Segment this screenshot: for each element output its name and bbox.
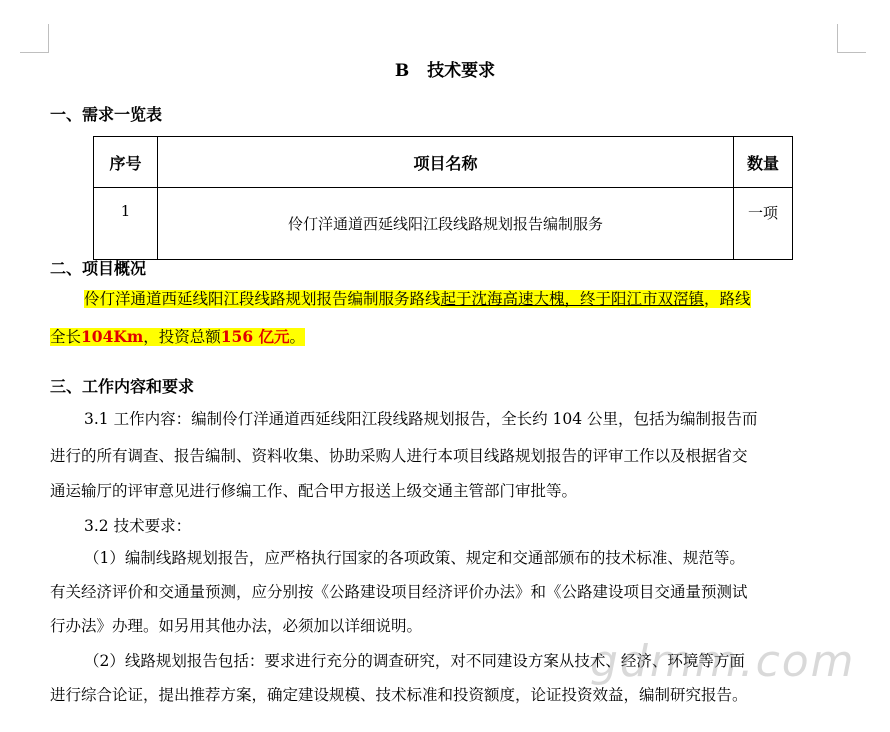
page-corner-mark-top-left (20, 24, 49, 53)
body-line-3: 通运输厅的评审意见进行修编工作、配合甲方报送上级交通主管部门审批等。 (50, 482, 578, 500)
header-index: 序号 (94, 137, 158, 188)
overview-text-1: 伶仃洋通道西延线阳江段线路规划报告编制服务路线 (84, 290, 441, 308)
section-heading-3: 三、工作内容和要求 (50, 377, 195, 396)
watermark: gdmm.com (590, 636, 856, 687)
cell-quantity: 一项 (734, 188, 793, 260)
overview-text-2: 全长 (50, 328, 82, 346)
header-name: 项目名称 (158, 137, 734, 188)
section-heading-1: 一、需求一览表 (50, 105, 163, 124)
cell-name: 伶仃洋通道西延线阳江段线路规划报告编制服务 (158, 188, 734, 260)
body-line-1: 3.1 工作内容：编制伶仃洋通道西延线阳江段线路规划报告，全长约 104 公里，包括为编制报告而 (84, 410, 758, 428)
body-line-7: 行办法》办理。如另用其他办法，必须加以详细说明。 (50, 617, 423, 635)
body-line-6: 有关经济评价和交通量预测，应分别按《公路建设项目经济评价办法》和《公路建设项目交通量预测试 (50, 583, 748, 601)
body-line-9: 进行综合论证，提出推荐方案，确定建设规模、技术标准和投资额度，论证投资效益，编制研究报告。 (50, 686, 748, 704)
overview-text-tail: ，路线 (704, 290, 751, 308)
title-letter: B (394, 61, 410, 81)
overview-investment: 156 亿元 (220, 327, 290, 346)
table-header-row (94, 137, 793, 188)
title-text: 技术要求 (427, 61, 496, 81)
page-corner-mark-top-right (837, 24, 866, 53)
body-line-4: 3.2 技术要求： (84, 517, 192, 535)
requirements-table (93, 136, 793, 260)
table-row (94, 188, 793, 260)
body-line-2: 进行的所有调查、报告编制、资料收集、协助采购人进行本项目线路规划报告的评审工作以及根据省交 (50, 447, 748, 465)
overview-length: 104Km (81, 327, 144, 346)
overview-text-4: 。 (289, 328, 306, 346)
body-line-8: （2）线路规划报告包括：要求进行充分的调查研究，对不同建设方案从技术、经济、环境等方面 (84, 652, 745, 670)
header-quantity: 数量 (734, 137, 793, 188)
body-line-5: （1）编制线路规划报告，应严格执行国家的各项政策、规定和交通部颁布的技术标准、规范等。 (84, 549, 745, 567)
page-title (0, 56, 890, 81)
overview-paragraph (50, 281, 840, 356)
overview-text-3: ，投资总额 (143, 328, 221, 346)
section-heading-2: 二、项目概况 (50, 259, 147, 278)
cell-index: 1 (94, 188, 158, 260)
overview-route: 起于沈海高速大槐，终于阳江市双滘镇 (440, 290, 705, 308)
